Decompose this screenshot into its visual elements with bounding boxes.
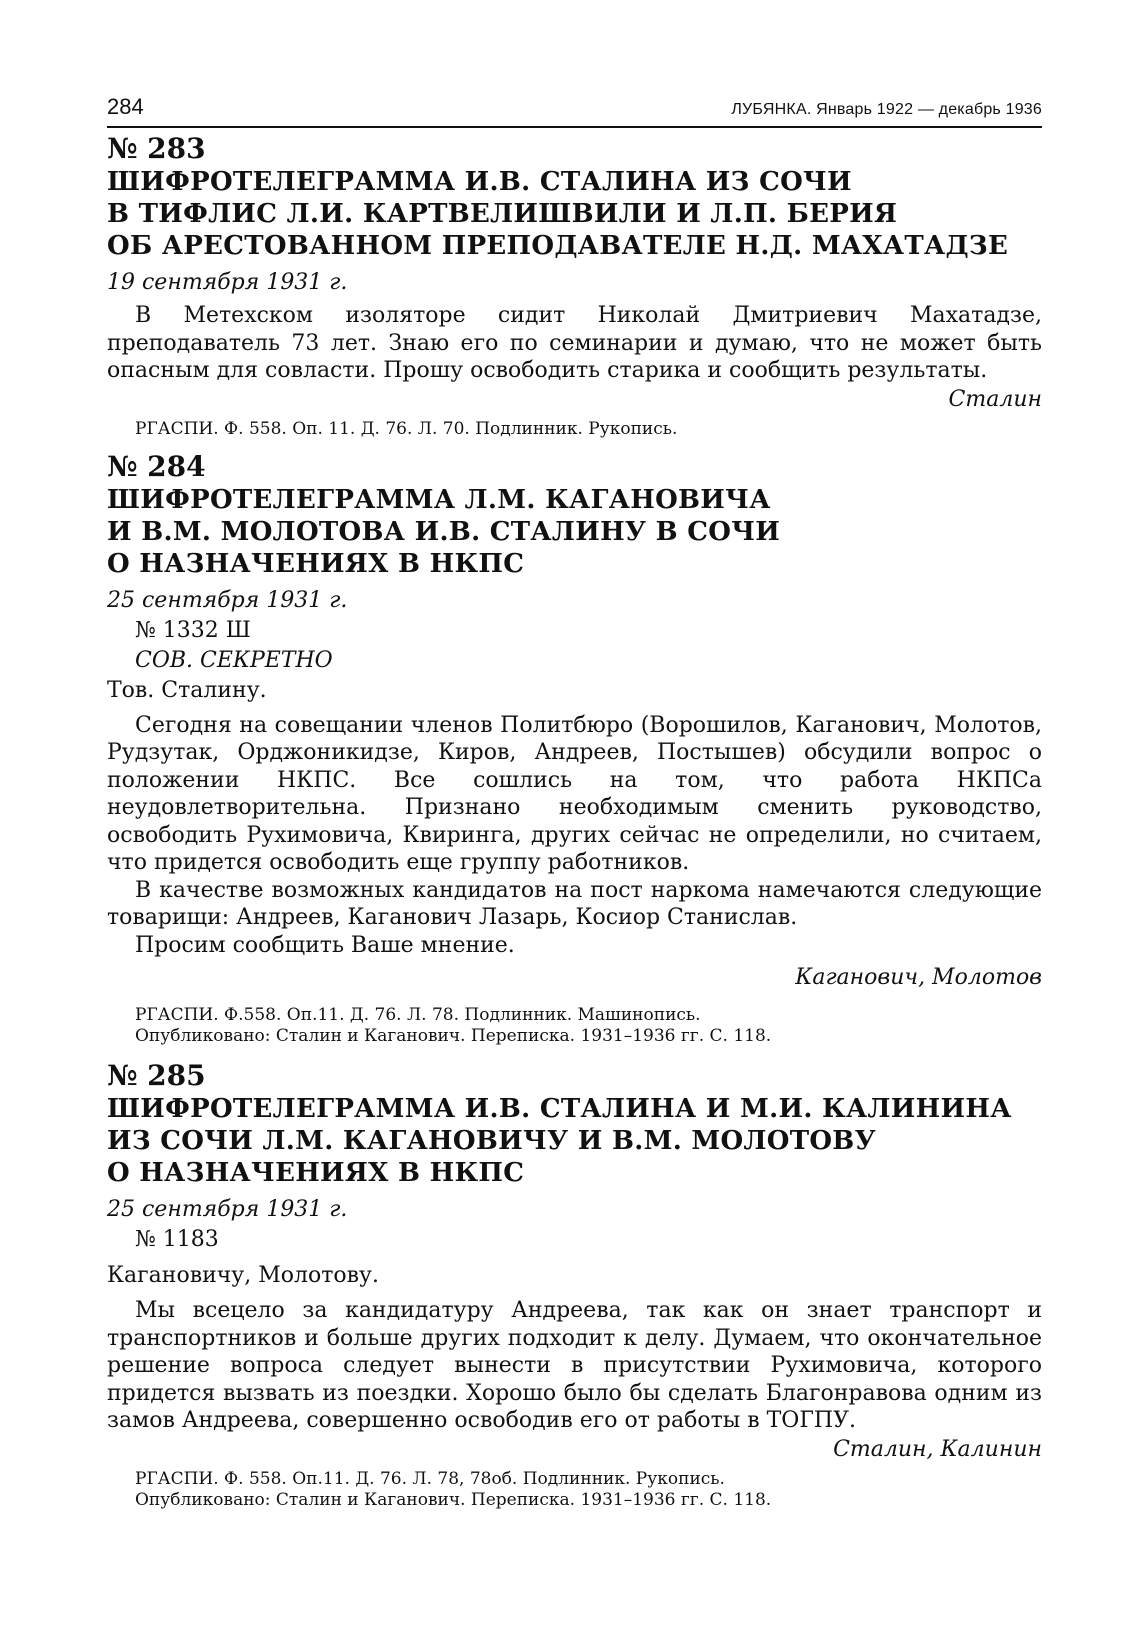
document-number: № 285 bbox=[107, 1059, 206, 1092]
running-title: ЛУБЯНКА. Январь 1922 — декабрь 1936 bbox=[731, 101, 1042, 118]
document-title: ШИФРОТЕЛЕГРАММА Л.М. КАГАНОВИЧА И В.М. МОЛОТОВА И.В. СТАЛИНУ В СОЧИ О НАЗНАЧЕНИЯХ В НКПС bbox=[107, 484, 781, 579]
document-285 bbox=[107, 1059, 1042, 1511]
signature: Сталин, Калинин bbox=[833, 1436, 1042, 1462]
document-body-paragraph: В качестве возможных кандидатов на пост наркома намечаются следующие товарищи: Андреев, Каганович Лазарь, Косиор Станислав. bbox=[107, 877, 1042, 930]
running-header bbox=[107, 94, 1042, 128]
document-283 bbox=[107, 132, 1042, 440]
document-number: № 283 bbox=[107, 132, 206, 165]
document-page bbox=[107, 94, 1042, 1511]
document-title: ШИФРОТЕЛЕГРАММА И.В. СТАЛИНА И М.И. КАЛИНИНА ИЗ СОЧИ Л.М. КАГАНОВИЧУ И В.М. МОЛОТОВУ О НАЗНАЧЕНИЯХ В НКПС bbox=[107, 1094, 1012, 1188]
archive-source: РГАСПИ. Ф. 558. Оп. 11. Д. 76. Л. 70. Подлинник. Рукопись. bbox=[135, 418, 678, 439]
publication-source: Опубликовано: Сталин и Каганович. Переписка. 1931–1936 гг. С. 118. bbox=[135, 1489, 772, 1510]
publication-source: Опубликовано: Сталин и Каганович. Переписка. 1931–1936 гг. С. 118. bbox=[135, 1026, 772, 1046]
addressee: Кагановичу, Молотову. bbox=[107, 1263, 379, 1288]
document-title: ШИФРОТЕЛЕГРАММА И.В. СТАЛИНА ИЗ СОЧИ В ТИФЛИС Л.И. КАРТВЕЛИШВИЛИ И Л.П. БЕРИЯ ОБ АРЕСТОВАННОМ ПРЕПОДАВАТЕЛЕ Н.Д. МАХАТАДЗЕ bbox=[107, 167, 1009, 261]
document-284 bbox=[107, 450, 1042, 1048]
addressee: Тов. Сталину. bbox=[107, 677, 267, 703]
signature: Сталин bbox=[948, 386, 1042, 412]
registration-number: № 1183 bbox=[135, 1227, 219, 1252]
registration-number: № 1332 Ш bbox=[135, 617, 251, 643]
archive-source: РГАСПИ. Ф.558. Оп.11. Д. 76. Л. 78. Подлинник. Машинопись. bbox=[135, 1005, 701, 1025]
signature: Каганович, Молотов bbox=[795, 965, 1042, 990]
document-date: 25 сентября 1931 г. bbox=[107, 1197, 348, 1222]
document-date: 25 сентября 1931 г. bbox=[107, 587, 348, 613]
document-date: 19 сентября 1931 г. bbox=[107, 270, 348, 295]
document-body-paragraph: Сегодня на совещании членов Политбюро (Ворошилов, Каганович, Молотов, Рудзутак, Орджоникидзе, Киров, Андреев, Постышев) обсудили вопрос о положении НКПС. Все сошлись на том, что работа НКПСа неудовлетворительна. Признано необходимым сменить руководство, освободить Рухимовича, Квиринга, других сейчас не определили, но считаем, что придется освободить еще группу работников. bbox=[107, 712, 1042, 875]
document-body-paragraph: Просим сообщить Ваше мнение. bbox=[135, 932, 515, 958]
classification-stamp: СОВ. СЕКРЕТНО bbox=[135, 647, 333, 673]
archive-source: РГАСПИ. Ф. 558. Оп.11. Д. 76. Л. 78, 78об. Подлинник. Рукопись. bbox=[135, 1468, 725, 1489]
page-number: 284 bbox=[107, 94, 144, 119]
document-body: В Метехском изоляторе сидит Николай Дмитриевич Махатадзе, преподаватель 73 лет. Знаю его по семинарии и думаю, что не может быть опасным для совласти. Прошу освободить старика и сообщить результаты. bbox=[107, 303, 1042, 383]
document-body: Мы всецело за кандидатуру Андреева, так как он знает транспорт и транспортников и больше других подходит к делу. Думаем, что окончательное решение вопроса следует вынести в присутствии Рухимовича, которого придется вызвать из поездки. Хорошо было бы сделать Благонравова одним из замов Андреева, совершенно освободив его от работы в ТОГПУ. bbox=[107, 1298, 1042, 1433]
document-number: № 284 bbox=[107, 449, 206, 483]
